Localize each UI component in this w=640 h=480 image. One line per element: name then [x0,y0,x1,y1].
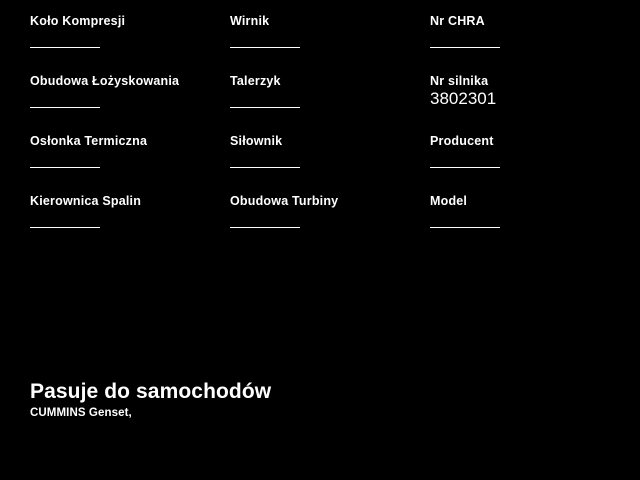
spec-item-talerzyk [230,74,430,134]
spec-label: Nr silnika [430,74,489,88]
spec-divider [230,107,300,108]
spec-label: Osłonka Termiczna [30,134,148,148]
spec-label: Talerzyk [230,74,281,88]
spec-label: Koło Kompresji [30,14,126,28]
fits-vehicles-title: Pasuje do samochodów [30,380,272,403]
spec-item-nr-chra [430,14,590,74]
spec-divider [30,167,100,168]
spec-divider [30,47,100,48]
spec-item-oslonka-termiczna [30,134,230,194]
spec-divider [30,107,100,108]
spec-item-obudowa-lozyskowania [30,74,230,134]
spec-item-wirnik [230,14,430,74]
fits-vehicles-section [30,380,610,420]
spec-label: Producent [430,134,494,148]
spec-item-silownik [230,134,430,194]
spec-label: Obudowa Turbiny [230,194,339,208]
spec-divider [30,227,100,228]
spec-item-model [430,194,590,254]
spec-label: Model [430,194,468,208]
spec-item-nr-silnika [430,74,590,134]
spec-value: 3802301 [430,89,497,108]
spec-label: Nr CHRA [430,14,485,28]
spec-divider [430,167,500,168]
spec-label: Siłownik [230,134,283,148]
spec-item-obudowa-turbiny [230,194,430,254]
spec-divider [230,227,300,228]
spec-item-producent [430,134,590,194]
spec-label: Obudowa Łożyskowania [30,74,180,88]
spec-divider [430,47,500,48]
spec-label: Wirnik [230,14,270,28]
spec-divider [230,47,300,48]
spec-label: Kierownica Spalin [30,194,142,208]
spec-divider [430,227,500,228]
fits-vehicles-list: CUMMINS Genset, [30,407,132,419]
spec-item-kierownica-spalin [30,194,230,254]
specification-grid [30,14,590,254]
spec-item-kolo-kompresji [30,14,230,74]
spec-divider [230,167,300,168]
